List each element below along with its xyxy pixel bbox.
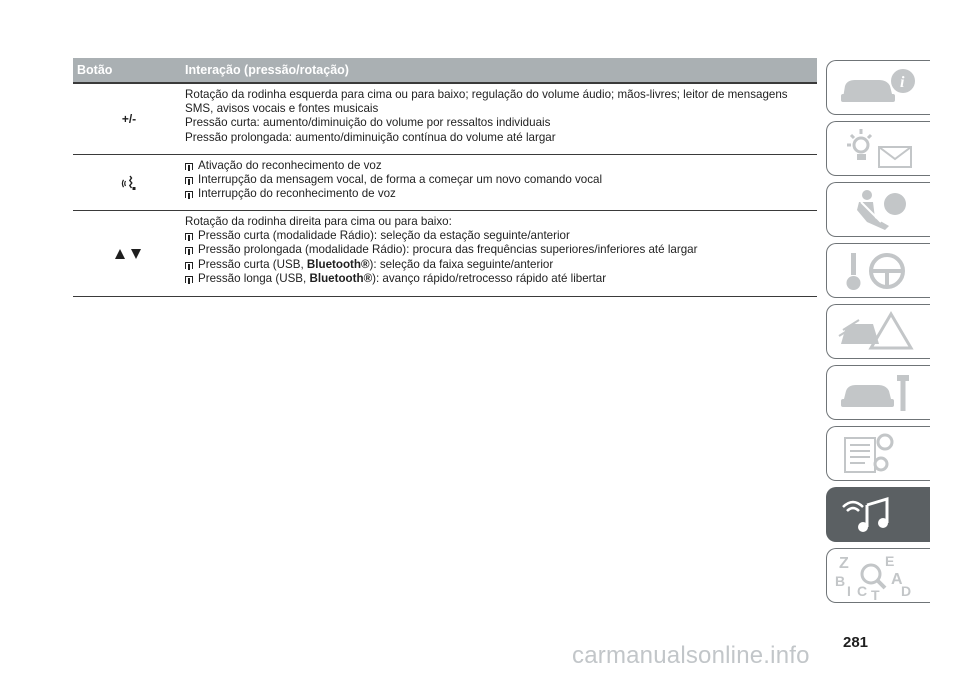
interaction-cell [185, 211, 817, 296]
alphabetical-index-icon [835, 553, 921, 603]
tab-index[interactable] [826, 548, 930, 603]
svg-text:i: i [900, 74, 905, 91]
svg-text:D: D [901, 583, 912, 599]
volume-button-label: +/- [121, 112, 137, 126]
list-item: Pressão curta (USB, Bluetooth®): seleção da faixa seguinte/anterior [185, 258, 817, 272]
list-item: Interrupção da mensagem vocal, de forma a começar um novo comando vocal [185, 173, 817, 187]
technical-data-icon [837, 432, 921, 476]
up-down-arrows-icon [114, 248, 144, 260]
page-number: 281 [843, 634, 869, 651]
tab-safety[interactable] [826, 182, 930, 237]
table-row [73, 155, 817, 211]
warning-lights-message-icon [837, 127, 921, 171]
description-line: Pressão curta: aumento/diminuição do volume por ressaltos individuais [185, 116, 551, 130]
interaction-cell [185, 84, 817, 154]
interaction-cell [185, 155, 817, 210]
description-line: Rotação da rodinha direita para cima ou para baixo: [185, 215, 452, 228]
table-row [73, 211, 817, 297]
svg-text:Z: Z [839, 555, 849, 572]
svg-text:B: B [835, 573, 846, 589]
list-item: Pressão longa (USB, Bluetooth®): avanço rápido/retrocesso rápido até libertar [185, 272, 817, 286]
svg-text:A: A [891, 571, 903, 588]
seatbelt-airbag-icon [837, 188, 921, 232]
tab-maintenance[interactable] [826, 365, 930, 420]
description-line: Rotação da rodinha esquerda para cima ou para baixo; regulação do volume áudio; mãos-livres; leitor de mensagens [185, 88, 788, 101]
svg-text:E: E [885, 553, 895, 569]
bullet-icon [185, 262, 193, 269]
description-line: Pressão prolongada: aumento/diminuição contínua do volume até largar [185, 130, 556, 144]
list-item: Ativação do reconhecimento de voz [185, 159, 817, 173]
bluetooth-label: Bluetooth® [309, 271, 373, 285]
watermark: carmanualsonline.info [572, 642, 810, 669]
bullet-icon [185, 233, 193, 240]
header-button: Botão [77, 63, 113, 77]
tab-technical-data[interactable] [826, 426, 930, 481]
tab-warning-lights[interactable] [826, 121, 930, 176]
svg-text:C: C [857, 583, 868, 599]
car-maintenance-icon [837, 371, 921, 415]
tab-starting-driving[interactable] [826, 243, 930, 298]
car-info-icon [837, 66, 921, 110]
key-steering-wheel-icon [837, 249, 921, 293]
bullet-icon [185, 177, 193, 184]
bluetooth-label: Bluetooth® [306, 257, 370, 271]
list-item: Pressão prolongada (modalidade Rádio): procura das frequências superiores/inferiores até largar [185, 243, 817, 257]
tab-car-info[interactable] [826, 60, 930, 115]
bullet-icon [185, 163, 193, 170]
voice-recognition-icon [121, 174, 137, 192]
svg-text:T: T [871, 587, 880, 603]
bullet-icon [185, 191, 193, 198]
list-item: Interrupção do reconhecimento de voz [185, 187, 817, 201]
description-line: SMS, avisos vocais e fontes musicais [185, 102, 379, 116]
button-cell [73, 211, 185, 296]
table-header [73, 58, 817, 84]
bullet-icon [185, 276, 193, 283]
controls-table [73, 58, 817, 297]
header-interaction: Interação (pressão/rotação) [185, 63, 349, 77]
tab-emergency[interactable] [826, 304, 930, 359]
emergency-breakdown-icon [837, 310, 921, 354]
list-item: Pressão curta (modalidade Rádio): seleção da estação seguinte/anterior [185, 229, 817, 243]
button-cell [73, 84, 185, 154]
table-row [73, 84, 817, 155]
tab-multimedia[interactable] [826, 487, 930, 542]
bullet-icon [185, 247, 193, 254]
svg-text:I: I [847, 583, 851, 599]
multimedia-icon [837, 493, 921, 537]
button-cell [73, 155, 185, 210]
